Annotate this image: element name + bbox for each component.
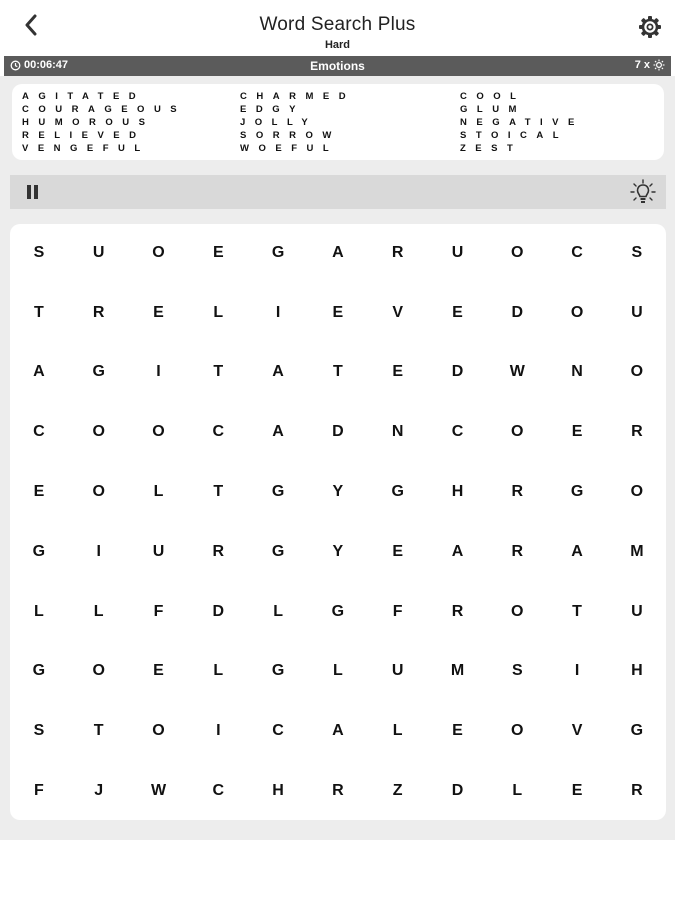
grid-cell[interactable]: R xyxy=(92,303,105,321)
grid-cell[interactable]: E xyxy=(452,722,463,740)
hint-counter xyxy=(635,59,665,71)
word-item: EDGY xyxy=(240,104,305,115)
grid-cell[interactable]: Y xyxy=(332,542,344,560)
top-bar xyxy=(0,0,675,56)
grid-cell[interactable]: I xyxy=(156,363,161,381)
word-item: COURAGEOUS xyxy=(22,104,187,115)
grid-cell[interactable]: U xyxy=(451,243,464,261)
grid-cell[interactable]: O xyxy=(630,483,644,501)
hint-button[interactable] xyxy=(630,179,656,205)
app-title: Word Search Plus xyxy=(259,14,416,35)
grid-cell[interactable]: T xyxy=(213,363,224,381)
word-column-1 xyxy=(22,90,186,155)
grid-cell[interactable]: S xyxy=(511,662,523,680)
grid-cell[interactable]: I xyxy=(216,722,221,740)
grid-cell[interactable]: T xyxy=(34,303,44,321)
grid-cell[interactable]: S xyxy=(631,243,643,261)
grid-cell[interactable]: C xyxy=(33,423,45,441)
grid-cell[interactable]: O xyxy=(92,662,105,680)
grid-cell[interactable]: G xyxy=(271,483,285,501)
pause-icon xyxy=(26,185,40,199)
word-item: RELIEVED xyxy=(22,130,146,141)
grid-cell[interactable]: G xyxy=(570,483,584,501)
grid-cell[interactable]: E xyxy=(332,303,344,321)
grid-cell[interactable]: W xyxy=(509,363,525,381)
grid-cell[interactable]: I xyxy=(574,662,580,680)
grid-cell[interactable]: G xyxy=(271,662,285,680)
lightbulb-icon xyxy=(630,179,656,205)
grid-cell[interactable]: G xyxy=(32,542,46,560)
word-column-2 xyxy=(240,90,355,155)
grid-cell[interactable]: O xyxy=(511,602,524,620)
grid-cell[interactable]: M xyxy=(630,542,644,560)
grid-cell[interactable]: F xyxy=(392,602,403,620)
grid-cell[interactable]: D xyxy=(451,363,464,381)
game-toolbar xyxy=(10,175,666,209)
word-item: JOLLY xyxy=(240,117,318,128)
grid-cell[interactable]: U xyxy=(391,662,404,680)
grid-cell[interactable]: E xyxy=(452,303,463,321)
grid-cell[interactable]: T xyxy=(332,363,343,381)
grid-cell[interactable]: C xyxy=(212,782,225,800)
grid-cell[interactable]: F xyxy=(153,602,164,620)
word-item: VENGEFUL xyxy=(22,143,150,154)
theme-label: Emotions xyxy=(310,59,365,73)
grid-cell[interactable]: Y xyxy=(332,483,344,501)
grid-cell[interactable]: L xyxy=(332,662,343,680)
word-column-3 xyxy=(460,90,584,155)
grid-cell[interactable]: C xyxy=(571,243,583,261)
grid-cell[interactable]: G xyxy=(271,243,285,261)
grid-cell[interactable]: D xyxy=(451,782,464,800)
grid-cell[interactable]: A xyxy=(451,542,464,560)
grid-cell[interactable]: I xyxy=(96,542,101,560)
word-item: WOEFUL xyxy=(240,143,339,154)
grid-cell[interactable]: G xyxy=(32,662,46,680)
grid-cell[interactable]: V xyxy=(571,722,583,740)
grid-cell[interactable]: U xyxy=(631,303,643,321)
grid-cell[interactable]: A xyxy=(272,363,284,381)
grid-cell[interactable]: D xyxy=(511,303,524,321)
grid-cell[interactable]: I xyxy=(275,303,281,321)
grid-cell[interactable]: N xyxy=(391,423,404,441)
grid-cell[interactable]: A xyxy=(332,243,344,261)
grid-cell[interactable]: F xyxy=(34,782,44,800)
grid-cell[interactable]: G xyxy=(92,363,105,381)
grid-cell[interactable]: L xyxy=(213,662,224,680)
grid-cell[interactable]: G xyxy=(391,483,404,501)
grid-cell[interactable]: H xyxy=(272,782,284,800)
grid-cell[interactable]: T xyxy=(93,722,104,740)
grid-cell[interactable]: O xyxy=(511,722,524,740)
grid-cell[interactable]: R xyxy=(212,542,225,560)
grid-cell[interactable]: E xyxy=(153,662,164,680)
grid-cell[interactable]: G xyxy=(271,542,285,560)
letter-grid xyxy=(10,224,666,820)
grid-cell[interactable]: A xyxy=(571,542,583,560)
grid-cell[interactable]: L xyxy=(213,303,224,321)
grid-cell[interactable]: R xyxy=(511,542,524,560)
word-item: COOL xyxy=(460,91,526,102)
grid-cell[interactable]: O xyxy=(152,243,165,261)
word-item: NEGATIVE xyxy=(460,117,584,128)
grid-cell[interactable]: G xyxy=(331,602,345,620)
grid-cell[interactable]: R xyxy=(332,782,344,800)
grid-cell[interactable]: R xyxy=(391,243,404,261)
grid-cell[interactable]: T xyxy=(572,602,582,620)
grid-cell[interactable]: R xyxy=(451,602,464,620)
grid-cell[interactable]: L xyxy=(512,782,523,800)
grid-cell[interactable]: E xyxy=(571,423,583,441)
grid-cell[interactable]: A xyxy=(332,722,344,740)
gear-icon xyxy=(637,14,663,40)
grid-cell[interactable]: W xyxy=(150,782,167,800)
grid-cell[interactable]: L xyxy=(34,602,44,620)
grid-cell[interactable]: O xyxy=(152,722,165,740)
grid-cell[interactable]: V xyxy=(392,303,404,321)
grid-cell[interactable]: U xyxy=(92,243,105,261)
grid-cell[interactable]: D xyxy=(212,602,225,620)
grid-cell[interactable]: E xyxy=(33,483,45,501)
grid-cell[interactable]: C xyxy=(451,423,464,441)
settings-button[interactable] xyxy=(637,14,663,40)
grid-cell[interactable]: O xyxy=(511,243,524,261)
grid-cell[interactable]: E xyxy=(571,782,583,800)
grid-cell[interactable]: Z xyxy=(392,782,403,800)
word-item: ZEST xyxy=(460,143,523,154)
grid-cell[interactable]: R xyxy=(631,423,643,441)
grid-cell[interactable]: O xyxy=(630,363,644,381)
grid-cell[interactable]: O xyxy=(570,303,584,321)
grid-cell[interactable]: U xyxy=(631,602,643,620)
grid-cell[interactable]: L xyxy=(153,483,164,501)
word-list xyxy=(12,84,664,160)
pause-button[interactable] xyxy=(26,185,40,199)
grid-cell[interactable]: S xyxy=(33,722,45,740)
grid-cell[interactable]: E xyxy=(392,363,404,381)
word-item: STOICAL xyxy=(460,130,569,141)
grid-cell[interactable]: S xyxy=(33,243,45,261)
word-item: CHARMED xyxy=(240,91,356,102)
grid-cell[interactable]: L xyxy=(273,602,283,620)
grid-cell[interactable]: L xyxy=(392,722,403,740)
grid-cell[interactable]: A xyxy=(33,363,45,381)
timer-value: 00:06:47 xyxy=(24,59,69,71)
grid-cell[interactable]: O xyxy=(92,423,105,441)
grid-cell[interactable]: O xyxy=(92,483,105,501)
grid-cell[interactable]: J xyxy=(94,782,104,800)
grid-cell[interactable]: D xyxy=(332,423,344,441)
grid-cell[interactable]: E xyxy=(392,542,404,560)
difficulty-label: Hard xyxy=(324,39,351,51)
grid-cell[interactable]: O xyxy=(152,423,165,441)
grid-cell[interactable]: E xyxy=(153,303,164,321)
grid-cell[interactable]: U xyxy=(152,542,165,560)
word-item: GLUM xyxy=(460,104,526,115)
grid-cell[interactable]: O xyxy=(511,423,524,441)
grid-cell[interactable]: E xyxy=(212,243,224,261)
letter-grid-cells xyxy=(9,223,667,821)
grid-cell[interactable]: N xyxy=(571,363,583,381)
grid-cell[interactable]: R xyxy=(511,483,524,501)
grid-cell[interactable]: M xyxy=(450,662,465,680)
grid-cell[interactable]: C xyxy=(212,423,225,441)
word-item: HUMOROUS xyxy=(22,117,155,128)
grid-cell[interactable]: C xyxy=(272,722,284,740)
status-bar xyxy=(4,56,671,76)
grid-cell[interactable]: G xyxy=(630,722,644,740)
grid-cell[interactable]: L xyxy=(93,602,104,620)
hint-count: 7 x xyxy=(634,59,650,71)
grid-cell[interactable]: H xyxy=(451,483,464,501)
sun-icon xyxy=(653,59,665,71)
grid-cell[interactable]: R xyxy=(631,782,643,800)
grid-cell[interactable]: H xyxy=(631,662,643,680)
grid-cell[interactable]: T xyxy=(213,483,224,501)
word-item: AGITATED xyxy=(22,91,146,102)
grid-cell[interactable]: A xyxy=(272,423,284,441)
word-item: SORROW xyxy=(240,130,341,141)
